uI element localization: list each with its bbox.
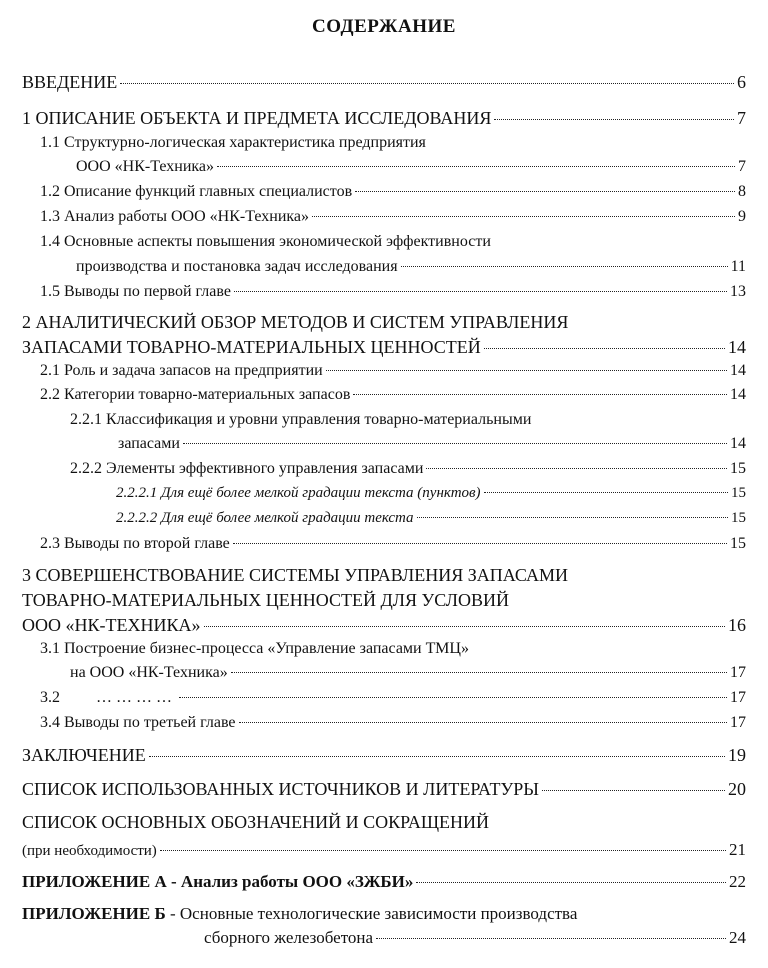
toc-page-number: 17 [730, 664, 746, 681]
toc-entry-sources[interactable] [22, 779, 746, 800]
toc-entry-1-3[interactable] [40, 208, 746, 226]
toc-entry-3-4[interactable] [40, 714, 746, 732]
dot-leader [484, 348, 725, 349]
toc-entry-chapter-1[interactable] [22, 108, 746, 129]
toc-entry-conclusion[interactable] [22, 745, 746, 766]
toc-entry-title: 2.2.2.2 Для ещё более мелкой градации текста [116, 510, 414, 526]
toc-page-number: 8 [738, 183, 746, 200]
toc-entry-3-1-line1: 3.1 Построение бизнес-процесса «Управление запасами ТМЦ» [40, 640, 469, 657]
toc-entry-title: ООО «НК-Техника» [76, 158, 215, 175]
toc-entry-title: ВВЕДЕНИЕ [22, 72, 118, 92]
toc-page-number: 15 [730, 535, 746, 552]
toc-entry-3-2[interactable] [40, 689, 746, 707]
toc-entry-1-5[interactable] [40, 283, 746, 301]
dot-leader [542, 790, 725, 791]
toc-entry-title: на ООО «НК-Техника» [70, 664, 228, 681]
toc-entry-title: ЗАКЛЮЧЕНИЕ [22, 745, 146, 765]
toc-page-number: 20 [728, 779, 746, 799]
toc-page-number: 22 [729, 872, 746, 891]
toc-entry-1-1[interactable] [76, 158, 746, 176]
toc-entry-title: СПИСОК ИСПОЛЬЗОВАННЫХ ИСТОЧНИКОВ И ЛИТЕРАТУРЫ [22, 779, 539, 799]
toc-page-number: 15 [731, 485, 746, 501]
toc-entry-2-2[interactable] [40, 386, 746, 404]
toc-page-number: 7 [738, 158, 746, 175]
toc-entry-title: 2.3 Выводы по второй главе [40, 535, 230, 552]
dot-leader [183, 443, 727, 444]
toc-entry-2-2-1-line1: 2.2.1 Классификация и уровни управления товарно-материальными [70, 411, 532, 428]
toc-page-number: 15 [731, 510, 746, 526]
dot-leader [355, 191, 735, 192]
toc-entry-title: - Анализ работы ООО «ЗЖБИ» [166, 872, 414, 891]
toc-page-number: 11 [730, 258, 746, 275]
toc-page-number: 17 [730, 714, 746, 731]
toc-entry-1-4[interactable] [76, 258, 746, 276]
dot-leader [204, 626, 726, 627]
dot-leader [149, 756, 725, 757]
toc-entry-chapter-2[interactable] [22, 337, 746, 358]
toc-entry-title: производства и постановка задач исследования [76, 258, 398, 275]
appendix-label: ПРИЛОЖЕНИЕ А [22, 872, 167, 891]
toc-entry-title: ЗАПАСАМИ ТОВАРНО-МАТЕРИАЛЬНЫХ ЦЕННОСТЕЙ [22, 337, 481, 357]
toc-entry-3-1[interactable] [70, 664, 746, 682]
toc-entry-chapter-2-line1: 2 АНАЛИТИЧЕСКИЙ ОБЗОР МЕТОДОВ И СИСТЕМ УПРАВЛЕНИЯ [22, 312, 569, 332]
toc-entry-2-2-2-2[interactable] [116, 510, 746, 527]
dot-leader [326, 370, 727, 371]
dot-leader [239, 722, 728, 723]
dot-leader [179, 697, 727, 698]
toc-entry-abbrev-line1: СПИСОК ОСНОВНЫХ ОБОЗНАЧЕНИЙ И СОКРАЩЕНИЙ [22, 812, 489, 832]
toc-entry-appendix-b-line1 [22, 904, 577, 924]
toc-entry-title: 1.2 Описание функций главных специалистов [40, 183, 353, 200]
toc-entry-appendix-b[interactable] [204, 928, 746, 948]
dot-leader [234, 291, 727, 292]
toc-page-number: 7 [737, 108, 746, 128]
toc-entry-appendix-a[interactable] [22, 872, 746, 892]
toc-entry-1-1-line1: 1.1 Структурно-логическая характеристика предприятия [40, 134, 426, 151]
toc-entry-title: 2.2.2 Элементы эффективного управления запасами [70, 460, 424, 477]
toc-entry-1-2[interactable] [40, 183, 746, 201]
toc-page-number: 14 [730, 386, 746, 403]
toc-entry-title: 1.5 Выводы по первой главе [40, 283, 231, 300]
dot-leader [426, 468, 727, 469]
page-title: СОДЕРЖАНИЕ [312, 16, 456, 37]
toc-entry-2-1[interactable] [40, 362, 746, 380]
toc-page-number: 17 [730, 689, 746, 706]
dot-leader [353, 394, 727, 395]
dot-leader [401, 266, 728, 267]
toc-page-number: 21 [729, 840, 746, 859]
dot-leader [233, 543, 727, 544]
dot-leader [416, 882, 726, 883]
toc-page-number: 15 [730, 460, 746, 477]
toc-entry-1-4-line1: 1.4 Основные аспекты повышения экономической эффективности [40, 233, 491, 250]
toc-entry-title: запасами [118, 435, 180, 452]
toc-entry-title: 2.2 Категории товарно-материальных запасов [40, 386, 351, 403]
dot-leader [312, 216, 735, 217]
toc-page-number: 9 [738, 208, 746, 225]
toc-page-number: 6 [737, 72, 746, 92]
toc-entry-2-2-2-1[interactable] [116, 485, 746, 502]
dot-leader [494, 119, 734, 120]
toc-page-number: 13 [730, 283, 746, 300]
toc-entry-placeholder: ………… [96, 689, 176, 706]
dot-leader [120, 83, 734, 84]
toc-entry-title: 2.2.2.1 Для ещё более мелкой градации текста (пунктов) [116, 485, 481, 501]
dot-leader [217, 166, 735, 167]
appendix-label: ПРИЛОЖЕНИЕ Б [22, 904, 166, 923]
toc-entry-chapter-3-line2: ТОВАРНО-МАТЕРИАЛЬНЫХ ЦЕННОСТЕЙ ДЛЯ УСЛОВИЙ [22, 590, 510, 610]
toc-entry-2-2-2[interactable] [70, 460, 746, 478]
toc-entry-title: сборного железобетона [204, 928, 374, 947]
toc-entry-intro[interactable] [22, 72, 746, 93]
appendix-b-title-line1: - Основные технологические зависимости производства [165, 904, 578, 923]
toc-page-number: 14 [730, 362, 746, 379]
toc-entry-chapter-3-line1: 3 СОВЕРШЕНСТВОВАНИЕ СИСТЕМЫ УПРАВЛЕНИЯ ЗАПАСАМИ [22, 565, 568, 585]
toc-entry-title: 1.3 Анализ работы ООО «НК-Техника» [40, 208, 310, 225]
dot-leader [160, 850, 726, 851]
dot-leader [484, 492, 728, 493]
toc-page-number: 24 [729, 928, 746, 947]
toc-entry-2-2-1[interactable] [118, 435, 746, 453]
dot-leader [376, 938, 726, 939]
toc-page-number: 14 [728, 337, 746, 357]
toc-entry-title: (при необходимости) [22, 843, 157, 859]
toc-page-number: 14 [730, 435, 746, 452]
toc-page-number: 19 [728, 745, 746, 765]
toc-entry-title: 1 ОПИСАНИЕ ОБЪЕКТА И ПРЕДМЕТА ИССЛЕДОВАНИЯ [22, 108, 492, 128]
toc-entry-title: 3.4 Выводы по третьей главе [40, 714, 236, 731]
toc-entry-chapter-3[interactable] [22, 615, 746, 636]
toc-entry-title: ООО «НК-ТЕХНИКА» [22, 615, 201, 635]
dot-leader [417, 517, 728, 518]
toc-entry-title: 2.1 Роль и задача запасов на предприятии [40, 362, 323, 379]
toc-entry-2-3[interactable] [40, 535, 746, 553]
dot-leader [231, 672, 727, 673]
toc-entry-abbrev[interactable] [22, 840, 746, 860]
toc-entry-number: 3.2 [40, 689, 60, 706]
toc-page-number: 16 [728, 615, 746, 635]
